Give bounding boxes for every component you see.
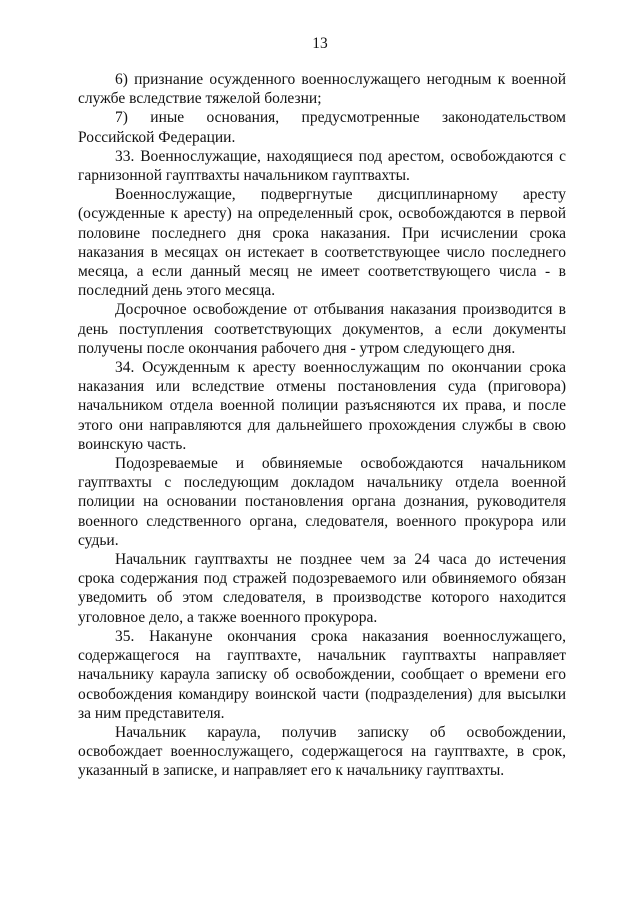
paragraph-guard-chief: Начальник караула, получив записку об освобождении, освобождает военнослужащего, содержащегося на гауптвахте, в срок, указанный в записке, и направляет его к начальнику гауптвахты. (78, 723, 566, 780)
paragraph-arrest-release-term: Военнослужащие, подвергнутые дисциплинарному аресту (осужденные к аресту) на определенный срок, освобождаются в первой половине последнего дня срока наказания. При исчислении срока наказания в месяцах он истекает в соответствующее число последнего месяца, а если данный месяц не имеет соответствующего числа - в последний день этого месяца. (78, 186, 566, 300)
paragraph-section-33: 33. Военнослужащие, находящиеся под арестом, освобождаются с гарнизонной гауптвахты начальником гауптвахты. (78, 147, 566, 185)
page-number: 13 (312, 35, 328, 52)
paragraph-item-7: 7) иные основания, предусмотренные законодательством Российской Федерации. (78, 109, 566, 146)
paragraph-early-release: Досрочное освобождение от отбывания наказания производится в день поступления соответствующих документов, а если документы получены после окончания рабочего дня - утром следующего дня. (78, 301, 566, 357)
paragraph-item-6: 6) признание осужденного военнослужащего негодным к военной службе вследствие тяжелой болезни; (78, 71, 566, 108)
paragraph-notification: Начальник гауптвахты не позднее чем за 24 часа до истечения срока содержания под стражей подозреваемого или обвиняемого обязан уведомить об этом следователя, в производстве которого находится уголовное дело, а также военного прокурора. (78, 551, 566, 626)
document-body (78, 70, 566, 781)
paragraph-suspects-release: Подозреваемые и обвиняемые освобождаются начальником гауптвахты с последующим докладом начальнику отдела военной полиции на основании постановления органа дознания, руководителя военного следственного органа, следователя, военного прокурора или судьи. (78, 455, 566, 549)
paragraph-section-35: 35. Накануне окончания срока наказания военнослужащего, содержащегося на гауптвахте, начальник гауптвахты направляет начальнику караула записку об освобождении, сообщает о времени его освобождения командиру воинской части (подразделения) для высылки за ним представителя. (78, 627, 566, 722)
paragraph-section-34: 34. Осужденным к аресту военнослужащим по окончании срока наказания или вследствие отмены постановления суда (приговора) начальником отдела военной полиции разъясняются их права, и после этого они направляются для дальнейшего прохождения службы в свою воинскую часть. (78, 359, 566, 453)
